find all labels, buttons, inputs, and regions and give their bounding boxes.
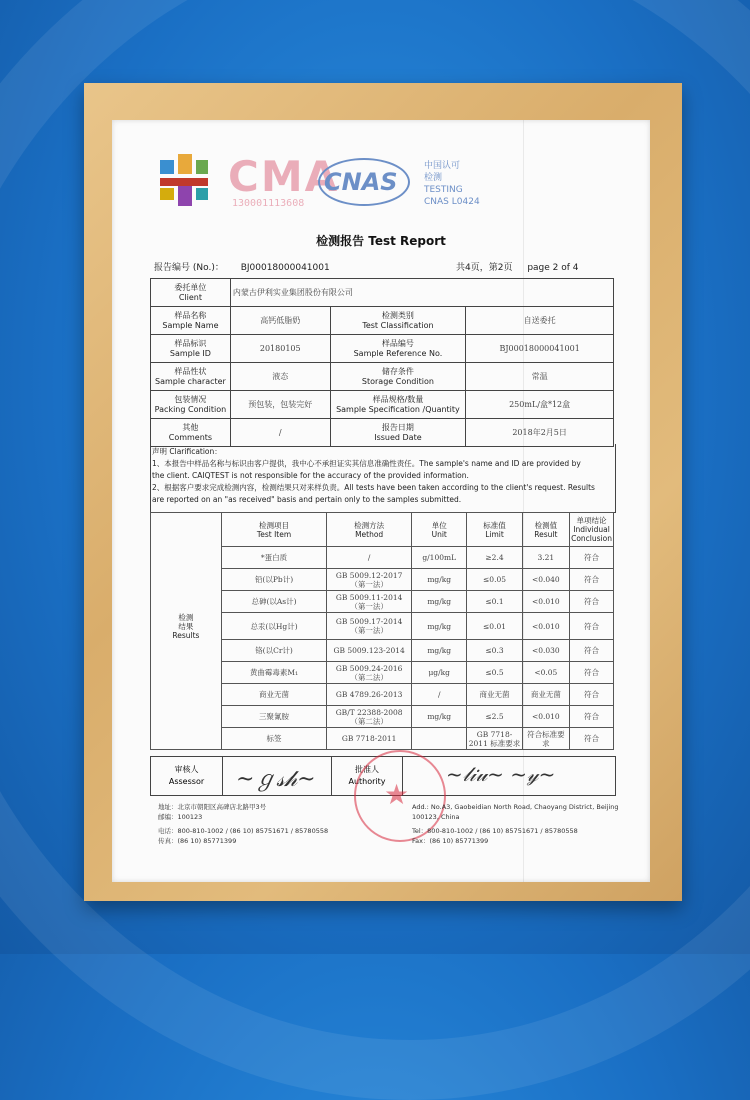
sample-char-label: 样品性状 Sample character — [151, 363, 231, 391]
client-value: 内蒙古伊利实业集团股份有限公司 — [230, 279, 613, 307]
table-row — [151, 591, 614, 613]
result-cell: 商业无菌 — [522, 684, 570, 706]
test-item-cell: 铬(以Cr计) — [221, 640, 326, 662]
unit-cell: mg/kg — [412, 613, 467, 640]
clarification-line: 1、本报告中样品名称与标识由客户提供，我中心不承担证实其信息准确性责任。The sample's name and ID are provided by — [152, 459, 581, 468]
conclusion-cell: 符合 — [570, 728, 614, 750]
table-row — [151, 613, 614, 640]
table-row — [151, 335, 614, 363]
limit-cell: ≤2.5 — [467, 706, 522, 728]
assessor-label: 审核人 Assessor — [151, 757, 223, 795]
issued-value: 2018年2月5日 — [466, 419, 614, 447]
conclusion-cell: 符合 — [570, 684, 614, 706]
limit-cell: GB 7718-2011 标准要求 — [468, 729, 521, 748]
method-cell: GB 5009.12-2017 （第一法） — [327, 569, 412, 591]
footer-en-address — [412, 802, 619, 822]
footer-line: 100123, China — [412, 813, 460, 821]
result-cell: <0.010 — [522, 613, 570, 640]
conclusion-cell: 符合 — [570, 706, 614, 728]
method-cell: GB/T 22388-2008 （第二法） — [327, 706, 412, 728]
table-row — [151, 279, 614, 307]
results-table — [150, 512, 614, 750]
clarification-line: 2、根据客户要求完成检测内容，检测结果只对来样负责。All tests have been taken according to the client's request. Results — [152, 483, 595, 492]
footer-line: 传真：(86 10) 85771399 — [158, 837, 237, 845]
table-row — [151, 363, 614, 391]
report-number-label: 报告编号 (No.)： — [154, 263, 224, 273]
issued-label: 报告日期 Issued Date — [330, 419, 466, 447]
client-label: 委托单位 Client — [151, 279, 231, 307]
conclusion-cell: 符合 — [570, 591, 614, 613]
conclusion-cell: 符合 — [570, 569, 614, 591]
test-class-value: 自送委托 — [466, 307, 614, 335]
table-row — [151, 307, 614, 335]
conclusion-cell: 符合 — [570, 613, 614, 640]
header-test-item: 检测项目 Test Item — [221, 513, 326, 547]
packing-label: 包装情况 Packing Condition — [151, 391, 231, 419]
footer-line: Fax：(86 10) 85771399 — [412, 837, 489, 845]
unit-cell: / — [412, 684, 467, 706]
clarification-line: are reported on an "as received" basis and pertain only to the samples submitted. — [152, 495, 462, 504]
sample-id-label: 样品标识 Sample ID — [151, 335, 231, 363]
limit-cell: ≤0.5 — [467, 662, 522, 684]
results-side-top — [151, 513, 222, 547]
unit-cell: mg/kg — [412, 591, 467, 613]
cma-logo-text: CMA — [228, 152, 340, 201]
result-cell: <0.040 — [522, 569, 570, 591]
cma-logo — [228, 152, 340, 209]
result-cell: 符合标准要求 — [522, 728, 570, 750]
table-row — [151, 684, 614, 706]
table-row — [151, 640, 614, 662]
cnas-side-text — [424, 160, 480, 208]
unit-cell: mg/kg — [412, 706, 467, 728]
limit-cell: ≤0.01 — [467, 613, 522, 640]
footer-cn-address — [158, 802, 266, 822]
table-row — [151, 419, 614, 447]
unit-cell — [412, 728, 467, 750]
result-cell: <0.010 — [522, 706, 570, 728]
header-method: 检测方法 Method — [327, 513, 412, 547]
test-class-label: 检测类别 Test Classification — [330, 307, 466, 335]
sample-name-label: 样品名称 Sample Name — [151, 307, 231, 335]
cma-number: 130001113608 — [232, 198, 305, 209]
limit-cell: 商业无菌 — [467, 684, 522, 706]
table-row — [151, 706, 614, 728]
spec-label: 样品规格/数量 Sample Specification /Quantity — [330, 391, 466, 419]
footer-line: Add.: No.A3, Gaobeidian North Road, Chaoyang District, Beijing — [412, 803, 619, 811]
packing-value: 预包装，包装完好 — [230, 391, 330, 419]
method-cell: GB 5009.123-2014 — [327, 640, 412, 662]
cnas-side-line: 中国认可 — [424, 161, 461, 171]
page-indicator-cn: 共4页，第2页 — [456, 263, 513, 273]
footer-line: Tel：800-810-1002 / (86 10) 85751671 / 85780558 — [412, 827, 578, 835]
test-item-cell: 总汞(以Hg计) — [221, 613, 326, 640]
logo-bar — [156, 140, 556, 220]
table-row — [151, 662, 614, 684]
assessor-signature: ~ℊ𝓈𝒽~ — [236, 767, 316, 792]
cnas-logo — [318, 154, 410, 208]
sample-ref-label: 样品编号 Sample Reference No. — [330, 335, 466, 363]
test-item-cell: 商业无菌 — [221, 684, 326, 706]
test-item-cell: *蛋白质 — [221, 547, 326, 569]
sample-info-table — [150, 278, 614, 447]
results-side-cell — [151, 569, 222, 591]
method-cell: GB 7718-2011 — [327, 728, 412, 750]
results-side-cell — [151, 591, 222, 613]
table-row — [151, 569, 614, 591]
sample-id-value: 20180105 — [230, 335, 330, 363]
test-item-cell: 标签 — [221, 728, 326, 750]
report-title: 检测报告 Test Report — [316, 234, 446, 248]
page-indicator-en: page 2 of 4 — [527, 263, 579, 273]
comments-label: 其他 Comments — [151, 419, 231, 447]
method-cell: GB 5009.17-2014 （第一法） — [327, 613, 412, 640]
header-unit: 单位 Unit — [412, 513, 467, 547]
report-number — [154, 260, 330, 273]
method-cell: GB 4789.26-2013 — [327, 684, 412, 706]
header-result: 检测值 Result — [522, 513, 570, 547]
results-header-row — [151, 513, 614, 547]
limit-cell: ≤0.05 — [467, 569, 522, 591]
footer-line: 邮编：100123 — [158, 813, 203, 821]
footer-cn-contact — [158, 826, 328, 846]
unit-cell: g/100mL — [412, 547, 467, 569]
unit-cell: mg/kg — [412, 640, 467, 662]
results-side-cell — [151, 728, 222, 750]
page-indicator — [456, 260, 579, 273]
header-limit: 标准值 Limit — [467, 513, 522, 547]
sample-ref-value: BJ00018000041001 — [466, 335, 614, 363]
results-side-cell — [151, 640, 222, 662]
test-item-cell: 总砷(以As计) — [221, 591, 326, 613]
result-cell: <0.010 — [522, 591, 570, 613]
conclusion-cell: 符合 — [570, 640, 614, 662]
method-cell: GB 5009.11-2014 （第一法） — [327, 591, 412, 613]
limit-cell: ≥2.4 — [467, 547, 522, 569]
sample-char-value: 液态 — [230, 363, 330, 391]
method-cell: / — [327, 547, 412, 569]
report-page — [112, 120, 650, 882]
results-side-cell — [151, 706, 222, 728]
footer-line: 地址：北京市朝阳区高碑店北路甲3号 — [158, 803, 267, 811]
cnas-side-line: 检测 — [424, 173, 443, 183]
footer-line: 电话：800-810-1002 / (86 10) 85751671 / 85780558 — [158, 827, 329, 835]
unit-cell: μg/kg — [412, 662, 467, 684]
report-number-value: BJ00018000041001 — [240, 263, 330, 273]
limit-cell: ≤0.3 — [467, 640, 522, 662]
header-conclusion: 单项结论 Individual Conclusion — [570, 513, 614, 547]
test-item-cell: 铅(以Pb计) — [221, 569, 326, 591]
storage-label: 储存条件 Storage Condition — [330, 363, 466, 391]
ilac-mra-logo — [156, 152, 212, 208]
authority-signature: ~𝓁𝒾𝓊~ ~𝓎~ — [446, 762, 556, 786]
table-row — [151, 728, 614, 750]
result-cell: <0.030 — [522, 640, 570, 662]
spec-value: 250mL/盒*12盒 — [466, 391, 614, 419]
clarification-heading: 声明 Clarification： — [152, 447, 222, 456]
clarification — [150, 446, 610, 506]
sample-name-value: 高钙低脂奶 — [230, 307, 330, 335]
test-item-cell: 黄曲霉毒素M₁ — [221, 662, 326, 684]
table-row — [151, 391, 614, 419]
cnas-side-line: TESTING — [424, 185, 463, 195]
cnas-logo-text: CNAS — [324, 168, 398, 196]
result-cell: <0.05 — [522, 662, 570, 684]
result-cell: 3.21 — [522, 547, 570, 569]
table-row — [151, 547, 614, 569]
stamp-star-icon: ★ — [384, 778, 410, 811]
results-side-cell: 检测 结果 Results — [151, 613, 222, 640]
method-cell: GB 5009.24-2016 （第二法） — [327, 662, 412, 684]
unit-cell: mg/kg — [412, 569, 467, 591]
results-side-cell — [151, 662, 222, 684]
results-side-cell — [151, 547, 222, 569]
authority-label: 批准人 Authority — [331, 757, 403, 795]
clarification-line: the client. CAIQTEST is not responsible for the accuracy of the provided information. — [152, 471, 469, 480]
test-item-cell: 三聚氰胺 — [221, 706, 326, 728]
conclusion-cell: 符合 — [570, 547, 614, 569]
cnas-side-line: CNAS L0424 — [424, 197, 480, 207]
limit-cell: ≤0.1 — [467, 591, 522, 613]
conclusion-cell: 符合 — [570, 662, 614, 684]
storage-value: 常温 — [466, 363, 614, 391]
results-side-cell — [151, 684, 222, 706]
comments-value: / — [230, 419, 330, 447]
footer-en-contact — [412, 826, 578, 846]
